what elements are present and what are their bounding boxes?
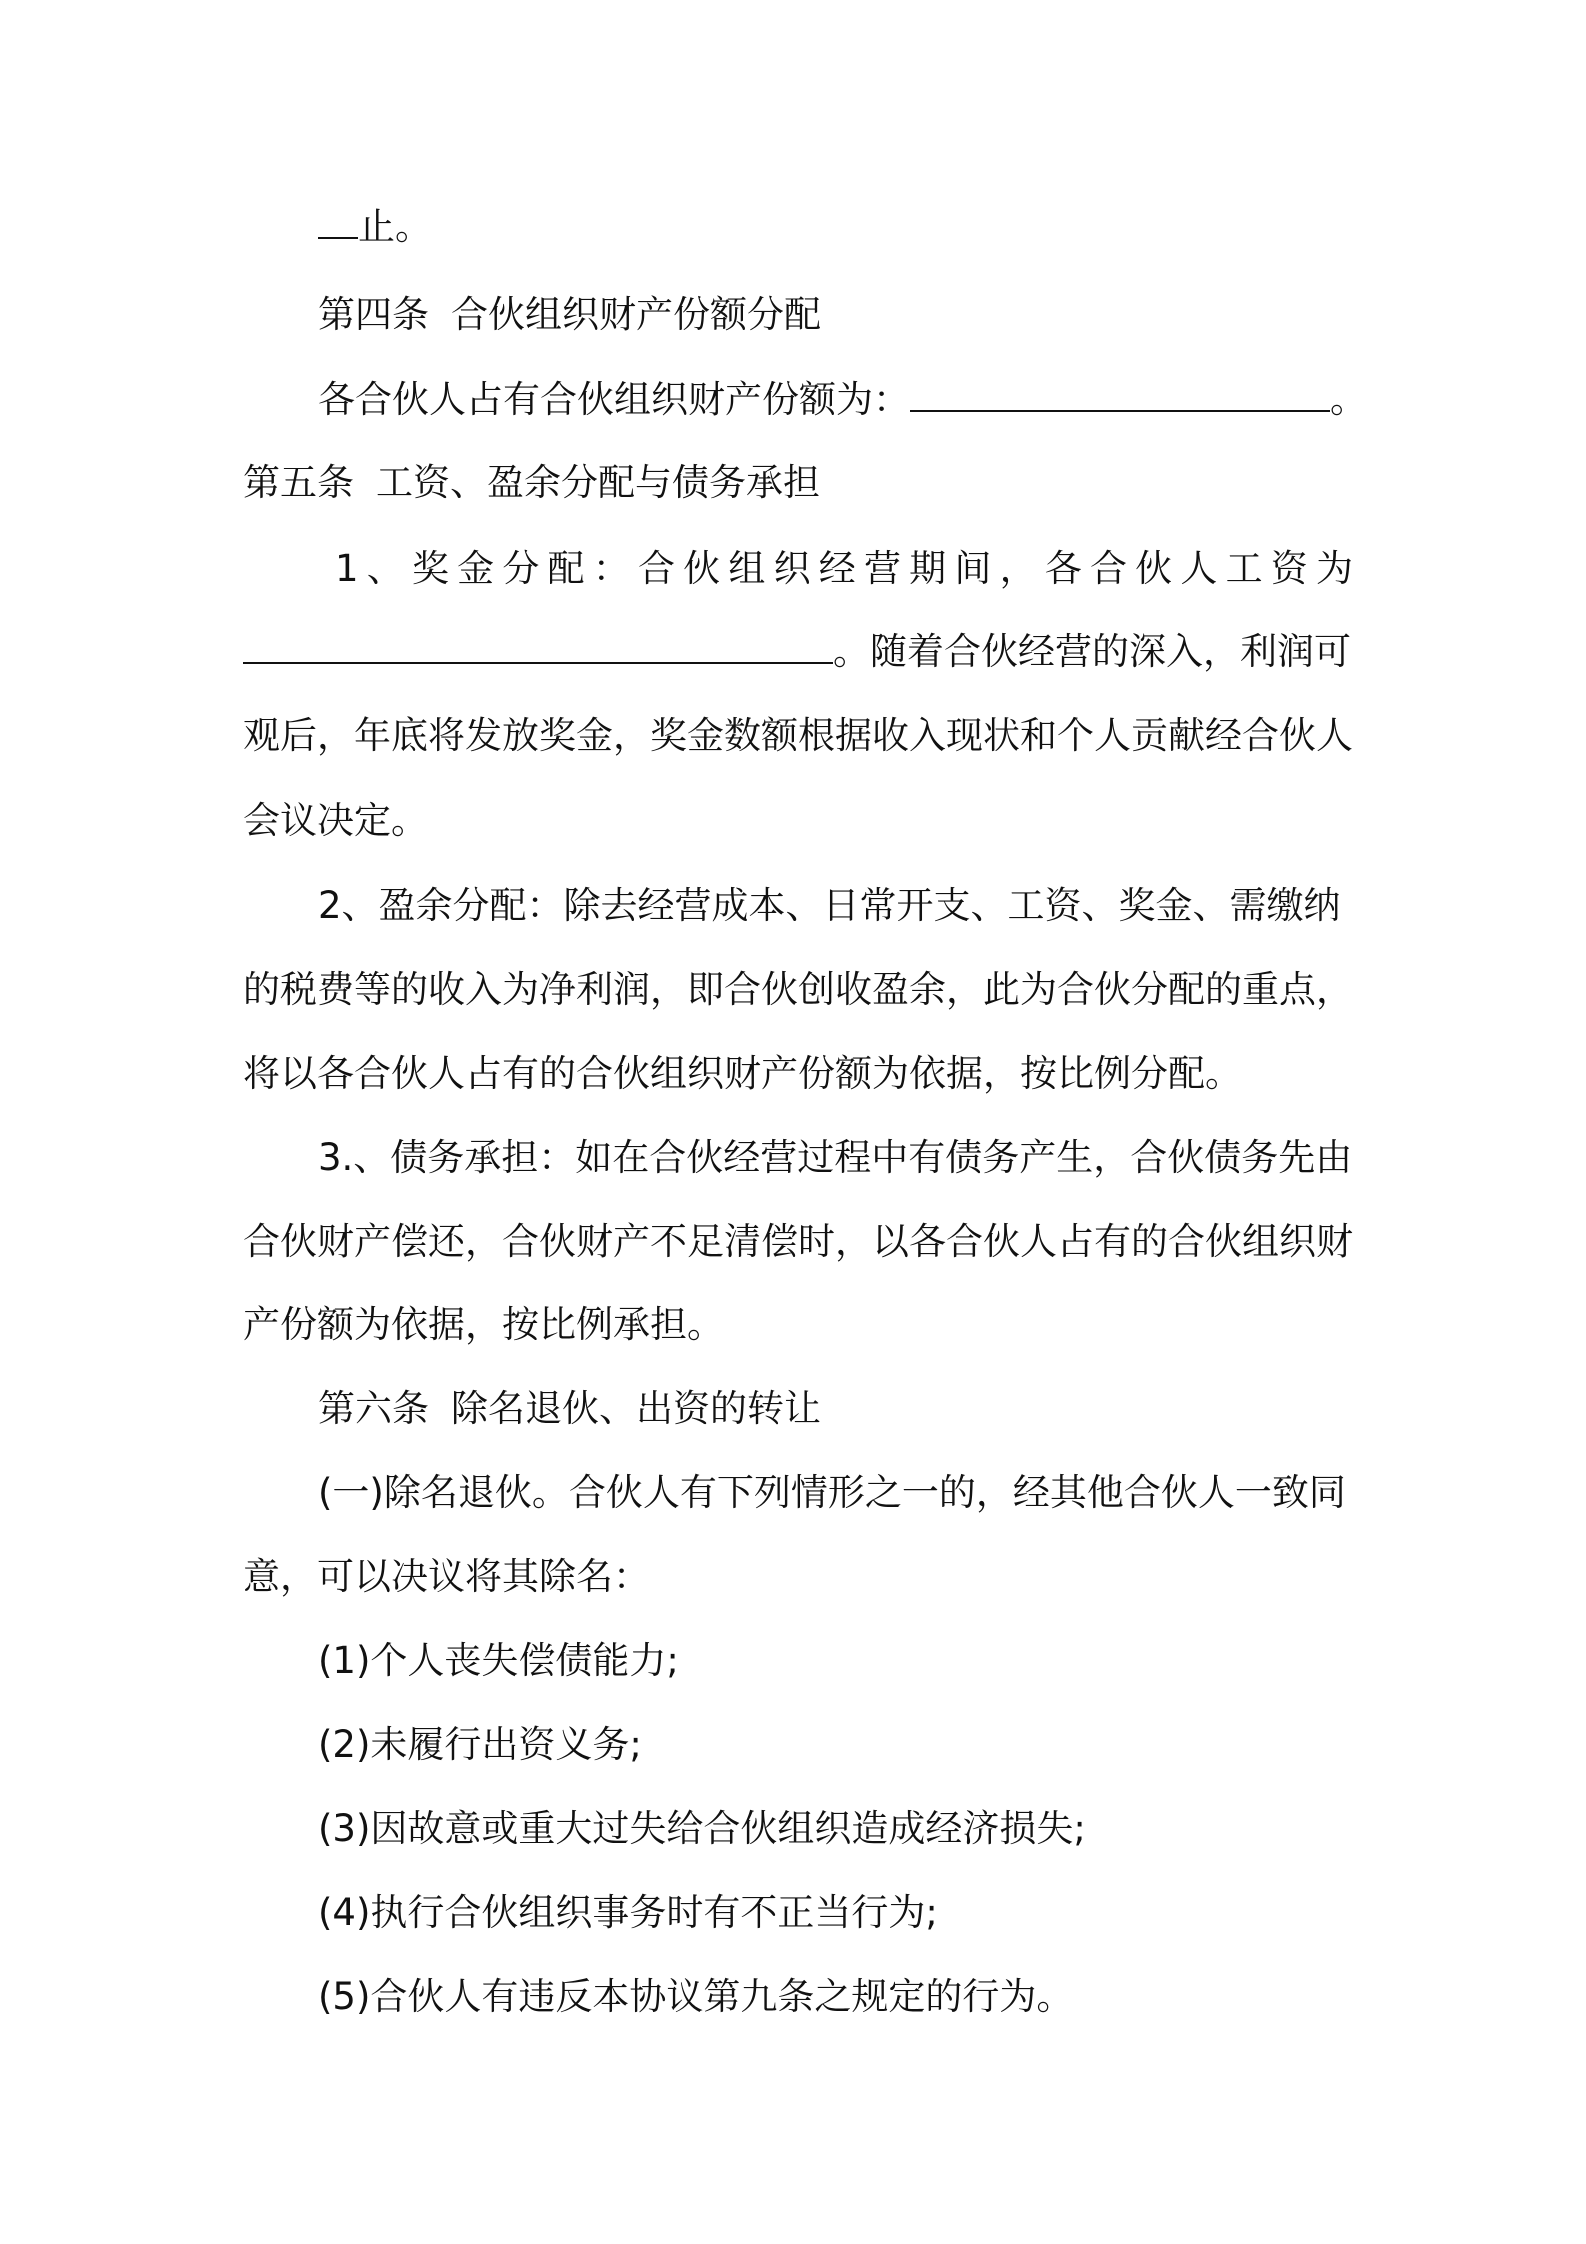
line-text: 3.、债务承担：如在合伙经营过程中有债务产生，合伙债务先由 [318,1136,1353,1179]
paragraph-line [318,378,1367,421]
line-text: 的税费等的收入为净利润，即合伙创收盈余，此为合伙分配的重点， [243,968,1353,1011]
line-text: 会议决定。 [243,799,428,842]
paragraph-line [243,1052,1242,1095]
line-text: 2、盈余分配：除去经营成本、日常开支、工资、奖金、需缴纳 [318,884,1341,927]
line-text: 将以各合伙人占有的合伙组织财产份额为依据，按比例分配。 [243,1052,1242,1095]
line-text: (2)未履行出资义务; [318,1723,642,1766]
article-number: 第六条 [318,1387,429,1430]
list-item [318,1975,1074,2018]
paragraph-line [243,799,428,842]
paragraph-line [318,884,1341,927]
paragraph-line [243,1303,724,1346]
paragraph-line [318,1471,1346,1514]
article-title: 除名退伙、出资的转让 [451,1387,821,1430]
line-text: (1)个人丧失偿债能力; [318,1639,679,1682]
fill-in-blank [243,662,833,664]
line-text: (一)除名退伙。合伙人有下列情形之一的，经其他合伙人一致同 [318,1471,1346,1514]
line-text: 产份额为依据，按比例承担。 [243,1303,724,1346]
line-text: (5)合伙人有违反本协议第九条之规定的行为。 [318,1975,1074,2018]
paragraph-line [243,1220,1353,1263]
article-title: 工资、盈余分配与债务承担 [376,461,820,504]
list-item [318,1807,1086,1850]
article-number: 第四条 [318,293,429,336]
paragraph-line [318,205,432,248]
paragraph-line [318,1136,1353,1179]
paragraph-line [243,968,1353,1011]
line-text: 1、奖金分配：合伙组织经营期间，各合伙人工资为 [335,547,1353,590]
paragraph-line [243,714,1353,757]
list-item [318,1723,642,1766]
article-number: 第五条 [243,461,354,504]
line-text: 合伙财产偿还，合伙财产不足清偿时，以各合伙人占有的合伙组织财 [243,1220,1353,1263]
line-text: 。随着合伙经营的深入，利润可 [833,630,1351,673]
line-text: 。 [1330,378,1367,421]
line-text: 意，可以决议将其除名： [243,1555,650,1598]
article-4-heading [318,293,821,336]
line-text: (4)执行合伙组织事务时有不正当行为; [318,1891,938,1934]
article-title: 合伙组织财产份额分配 [451,293,821,336]
article-6-heading [318,1387,821,1430]
list-item [318,1891,938,1934]
fill-in-blank [910,410,1330,412]
paragraph-line [243,630,1351,673]
fill-in-blank [318,237,358,239]
line-text: 观后，年底将发放奖金，奖金数额根据收入现状和个人贡献经合伙人 [243,714,1353,757]
paragraph-line [243,1555,650,1598]
line-text: 各合伙人占有合伙组织财产份额为： [318,378,910,421]
line-text: (3)因故意或重大过失给合伙组织造成经济损失; [318,1807,1086,1850]
paragraph-line [335,547,1353,590]
list-item [318,1639,679,1682]
article-5-heading [243,461,820,504]
line-text: 止。 [358,205,432,248]
